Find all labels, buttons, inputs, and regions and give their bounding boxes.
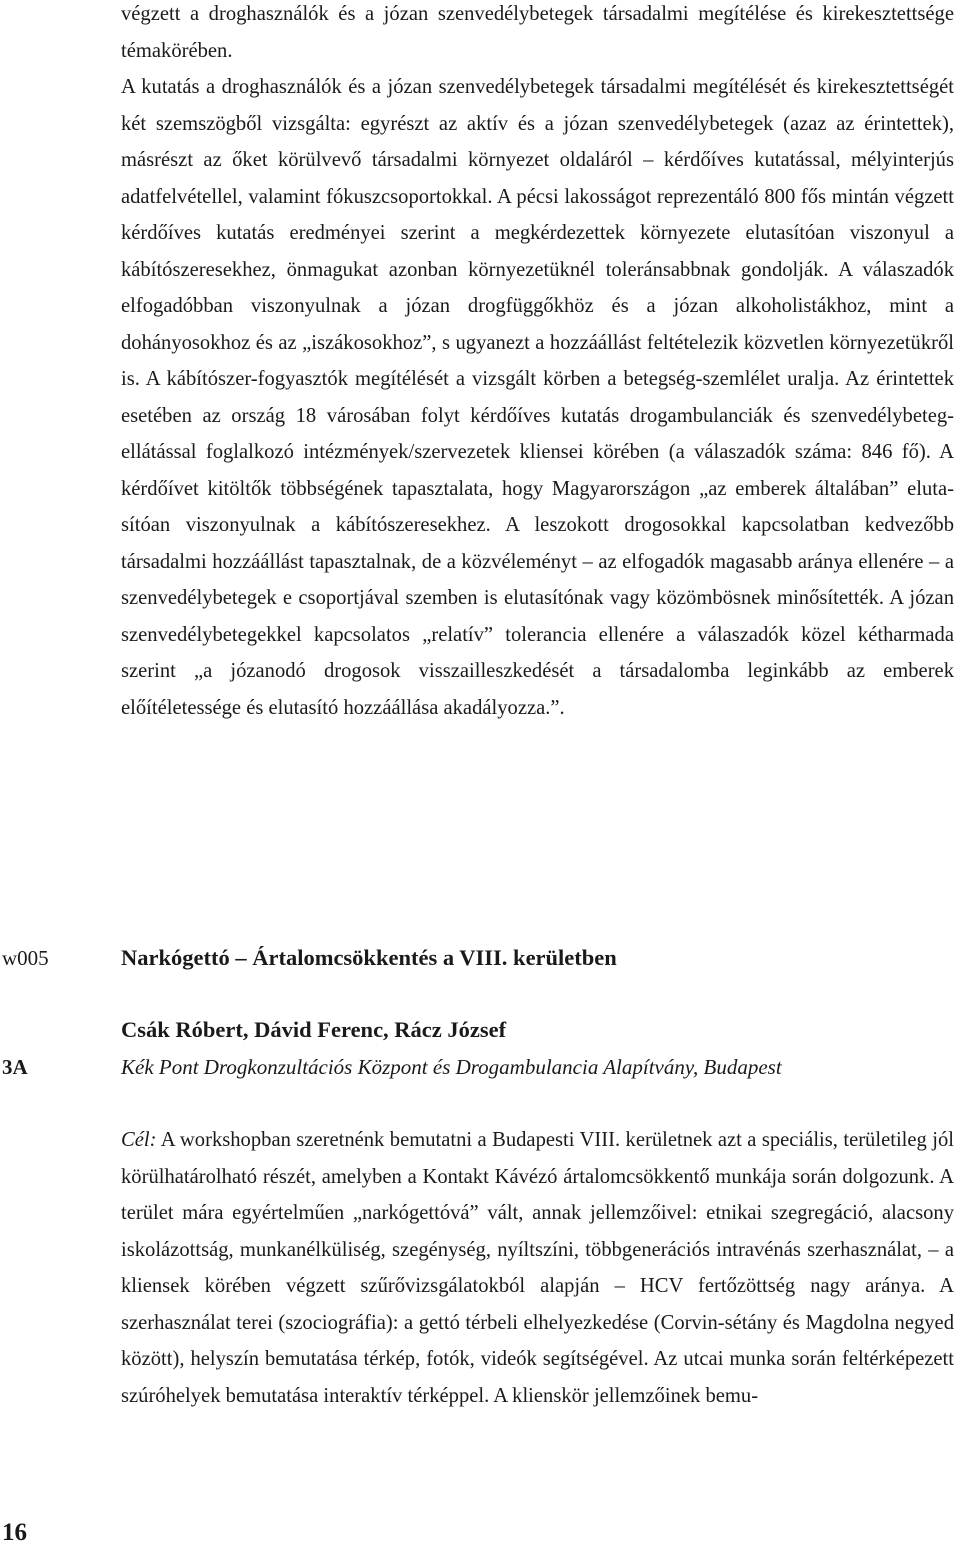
abstract-body [121,1122,954,1414]
body-text-top [121,0,954,726]
paragraph-continuation: végzett a droghasználók és a józan szenvedélybetegek társadalmi megítélése és kirekesztettsége témakörében. A kutatás a droghasználók és a józan szenvedélybetegek társadalmi megítélését és kirekesztettségét két szemszögből vizsgálta: egyrészt az aktív és a józan szenvedélybetegek (azaz az érintettek), másrészt az őket körülvevő társadalmi környezet oldaláról – kérdőíves kutatással, mélyinterjús adatfelvétellel, valamint fókuszcsoportokkal. A pécsi lakosságot reprezentáló 800 fős mintán végzett kérdőíves kutatás eredményei szerint a megkérdezettek környezete elutasítóan viszonyul a kábítószeresekhez, önmagukat azonban környezetüknél toleránsabbnak gondolják. A válaszadók elfogadóbban viszonyulnak a józan drogfüggőkhöz és a józan alkoholistákhoz, mint a dohányosokhoz és az „iszákosokhoz”, s ugyanezt a hozzáállást feltételezik közvetlen környezetükről is. A kábítószer-fogyasztók megítélését a vizsgált körben a betegség-szemlélet uralja. Az érintettek esetében az ország 18 városában folyt kérdőíves kutatás drogambulanciák és szenvedélybeteg-ellátással foglalkozó intézmények/szervezetek kliensei körében (a válaszadók száma: 846 fő). A kérdőívet kitöltők többségének tapasztalata, hogy Magyarországon „az emberek általában” elutasítóan viszonyulnak a kábítószeresekhez. A leszokott drogosokkal kapcsolatban kedvezőbb társadalmi hozzáállást tapasztalnak, de a közvéleményt – az elfogadók magasabb aránya ellenére – a szenvedélybetegek e csoportjával szemben is elutasítónak vagy közömbösnek minősítették. A józan szenvedélybetegekkel kapcsolatos „relatív” tolerancia ellenére a válaszadók közel kétharmada szerint „a józanodó drogosok visszailleszkedését a társadalomba leginkább az emberek előítéletessége és elutasító hozzáállása akadályozza.”. [121,3,954,719]
session-label: 3A [2,1055,28,1079]
section-code: w005 [2,946,49,970]
page-number: 16 [2,1519,27,1546]
abstract-text: A workshopban szeretnénk bemutatni a Budapesti VIII. kerületnek azt a speciális, területileg jól körülhatárolható részét, amelyben a Kontakt Kávézó ártalomcsökkentő munkája során dolgozunk. A terület mára egyértelműen „narkógettóvá” vált, annak jellemzőivel: etnikai szegregáció, alacsony iskolázottság, munkanélküliség, szegénység, nyíltszíni, többgenerációs intravénás szerhasználat, – a kliensek körében végzett szűrővizsgálatokból alapján – HCV fertőzöttség nagy aránya. A szerhasználat terei (szociográfia): a gettó térbeli elhelyezkedése (Corvin-sétány és Magdolna negyed között), helyszín bemutatása térkép, fotók, videók segítségével. Az utcai munka során feltérképezett szúróhelyek bemutatása interaktív térképpel. A klienskör jellemzőinek bemu- [121,1129,954,1407]
authors: Csák Róbert, Dávid Ferenc, Rácz József [121,1017,507,1042]
affiliation: Kék Pont Drogkonzultációs Központ és Drogambulancia Alapítvány, Budapest [121,1055,782,1079]
section-title: Narkógettó – Ártalomcsökkentés a VIII. kerületben [121,945,617,970]
abstract-lead-label: Cél: [121,1129,157,1151]
